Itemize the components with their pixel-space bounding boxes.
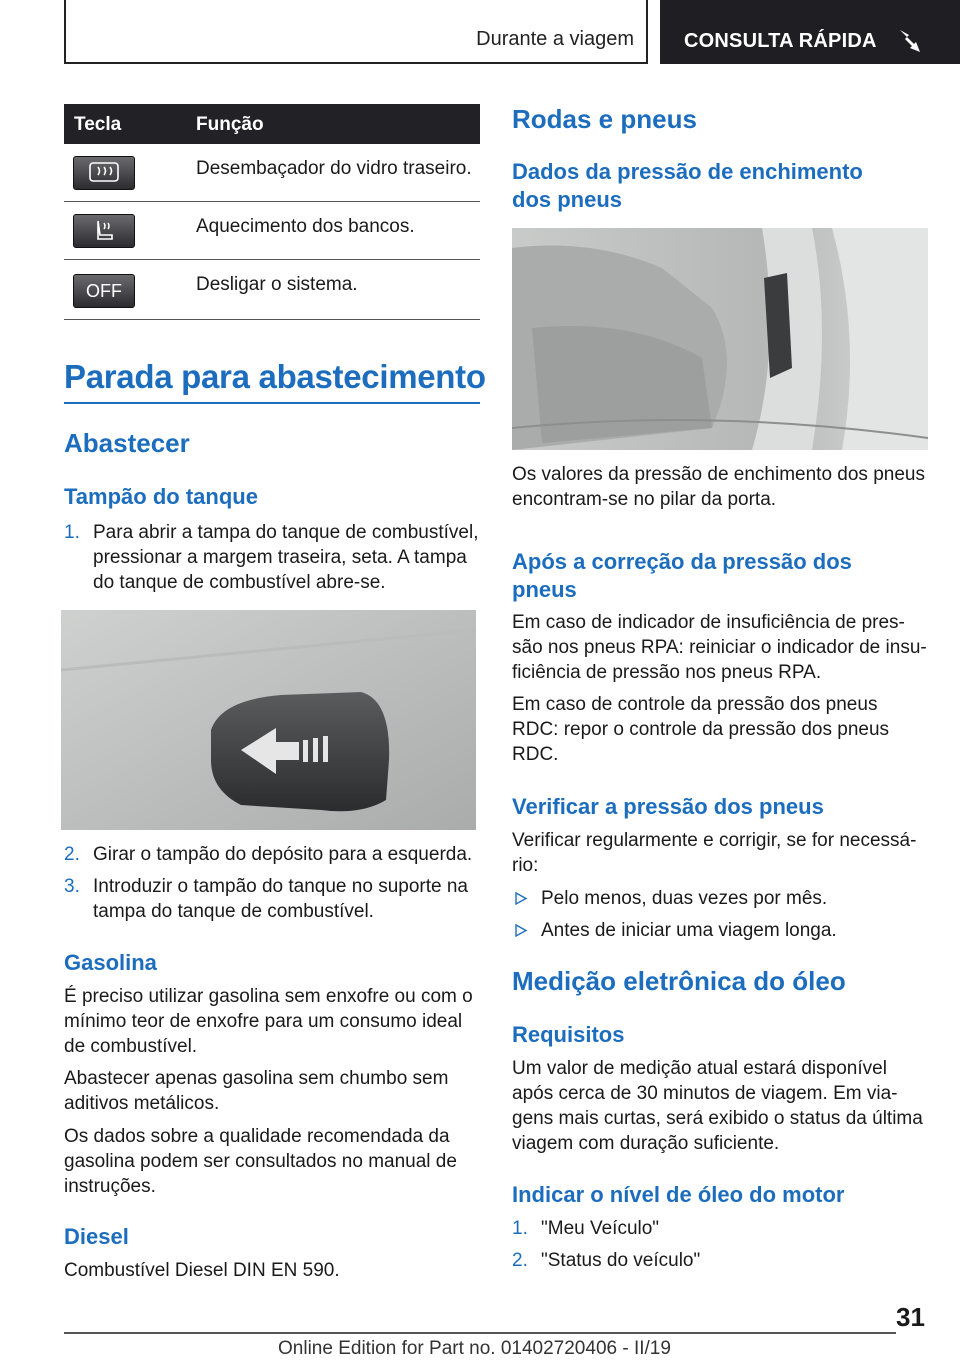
table-row [64, 260, 480, 320]
text-line: instruções. [64, 1176, 156, 1197]
dados-paragraph [512, 462, 925, 512]
triangle-bullet-icon [514, 918, 528, 943]
footer-rule [64, 1332, 896, 1334]
verificar-paragraph [512, 828, 916, 878]
step-line: tampa do tanque de combustível. [93, 901, 374, 922]
text-line: Em caso de controle da pressão dos pneus [512, 694, 878, 715]
text-line: viagem com duração suficiente. [512, 1133, 780, 1154]
text-line: são nos pneus RPA: reiniciar o indicador de insu- [512, 637, 927, 658]
door-pillar-photo [512, 228, 928, 450]
text-line: Abastecer apenas gasolina sem chumbo sem [64, 1068, 449, 1089]
text-line: encontram-se no pilar da porta. [512, 489, 777, 510]
step-text: "Status do veículo" [541, 1250, 701, 1271]
step-number: 1. [512, 1218, 528, 1239]
text-line: gens mais curtas, será exibido o status da última [512, 1108, 923, 1129]
step-number: 2. [64, 844, 80, 865]
rodas-heading: Rodas e pneus [512, 104, 697, 134]
heading-line: pneus [512, 577, 577, 602]
table-cell-function: Desligar o sistema. [196, 274, 358, 295]
main-title: Parada para abastecimento [64, 358, 486, 395]
lightning-icon [896, 28, 922, 54]
heading-line: dos pneus [512, 187, 623, 212]
text-line: de combustível. [64, 1036, 198, 1057]
title-rule [64, 402, 480, 404]
text-line: RDC. [512, 744, 559, 765]
rear-defrost-key [73, 156, 135, 190]
gasolina-heading: Gasolina [64, 950, 157, 975]
seat-heating-key [73, 214, 135, 248]
table-header-key: Tecla [74, 114, 122, 135]
table-row [64, 202, 480, 260]
text-line: Os dados sobre a qualidade recomendada da [64, 1126, 450, 1147]
step-number: 2. [512, 1250, 528, 1271]
step-number: 1. [64, 522, 80, 543]
step-number: 3. [64, 876, 80, 897]
apos-paragraph-1 [512, 610, 927, 685]
diesel-paragraph: Combustível Diesel DIN EN 590. [64, 1260, 340, 1281]
header-badge [660, 0, 960, 64]
tampao-heading: Tampão do tanque [64, 484, 258, 509]
step-line: do tanque de combustível abre-se. [93, 572, 386, 593]
text-line: Os valores da pressão de enchimento dos pneus [512, 464, 925, 485]
step-line: pressionar a margem traseira, seta. A tampa [93, 547, 467, 568]
requisitos-heading: Requisitos [512, 1022, 625, 1047]
text-line: Verificar regularmente e corrigir, se for necessá- [512, 830, 917, 851]
bullet-text: Pelo menos, duas vezes por mês. [541, 888, 828, 909]
footer-edition: Online Edition for Part no. 01402720406 - II/19 [278, 1338, 671, 1359]
diesel-heading: Diesel [64, 1224, 129, 1249]
text-line: Em caso de indicador de insuficiência de pres- [512, 612, 905, 633]
bullet-text: Antes de iniciar uma viagem longa. [541, 920, 837, 941]
header-section-title: Durante a viagem [476, 28, 634, 50]
header-section-box [64, 0, 648, 64]
text-line: após cerca de 30 minutos de viagem. Em via- [512, 1083, 898, 1104]
text-line: aditivos metálicos. [64, 1093, 220, 1114]
text-line: ficiência de pressão nos pneus RPA. [512, 662, 822, 683]
table-row [64, 144, 480, 202]
page-number: 31 [896, 1302, 925, 1332]
seat-heating-icon [84, 215, 124, 245]
table-header-function: Função [196, 114, 264, 135]
gasolina-paragraph-2 [64, 1066, 448, 1116]
step-line: Para abrir a tampa do tanque de combustível, [93, 522, 479, 543]
indicar-heading: Indicar o nível de óleo do motor [512, 1182, 845, 1207]
table-header [64, 104, 480, 144]
step-text [93, 874, 468, 924]
verificar-heading: Verificar a pressão dos pneus [512, 794, 824, 819]
triangle-bullet-icon [514, 886, 528, 911]
dados-heading [512, 158, 863, 214]
rear-defrost-icon [84, 157, 124, 187]
table-cell-function: Desembaçador do vidro traseiro. [196, 158, 472, 179]
heading-line: Após a correção da pressão dos [512, 549, 852, 574]
text-line: É preciso utilizar gasolina sem enxofre ou com o [64, 986, 473, 1007]
step-text [93, 520, 479, 595]
gasolina-paragraph-1 [64, 984, 473, 1059]
medicao-heading: Medição eletrônica do óleo [512, 966, 846, 996]
abastecer-heading: Abastecer [64, 428, 190, 458]
heading-line: Dados da pressão de enchimento [512, 159, 863, 184]
header-badge-label: CONSULTA RÁPIDA [684, 30, 877, 52]
requisitos-paragraph [512, 1056, 923, 1156]
text-line: rio: [512, 855, 539, 876]
text-line: mínimo teor de enxofre para um consumo ideal [64, 1011, 463, 1032]
text-line: RDC: repor o controle da pressão dos pneus [512, 719, 890, 740]
step-text: Girar o tampão do depósito para a esquerda. [93, 844, 473, 865]
fuel-cap-photo [61, 610, 476, 830]
text-line: gasolina podem ser consultados no manual de [64, 1151, 457, 1172]
step-line: Introduzir o tampão do tanque no suporte na [93, 876, 468, 897]
table-cell-function: Aquecimento dos bancos. [196, 216, 415, 237]
text-line: Um valor de medição atual estará disponível [512, 1058, 887, 1079]
step-text: "Meu Veículo" [541, 1218, 660, 1239]
apos-heading [512, 548, 852, 604]
gasolina-paragraph-3 [64, 1124, 457, 1199]
apos-paragraph-2 [512, 692, 889, 767]
off-key: OFF [73, 274, 135, 308]
